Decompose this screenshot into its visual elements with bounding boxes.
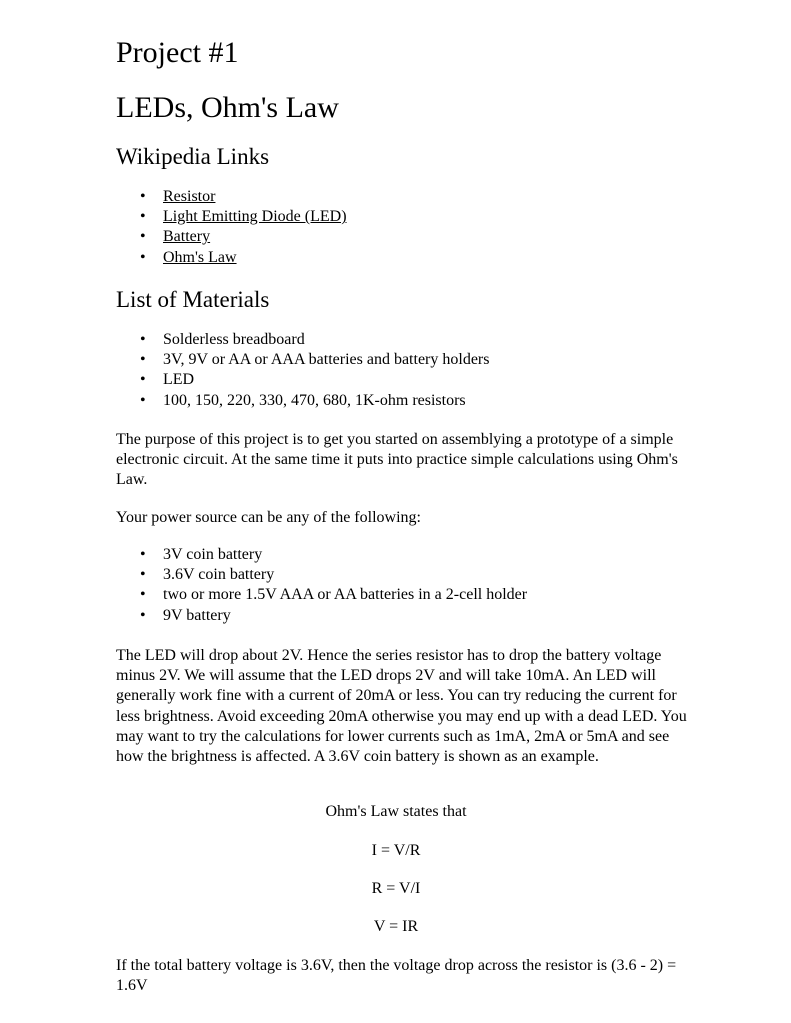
ohms-law-intro: Ohm's Law states that bbox=[325, 803, 467, 820]
bullet-icon: • bbox=[140, 566, 146, 584]
page-title: Project #1 bbox=[116, 36, 239, 69]
link-ohms-law[interactable]: Ohm's Law bbox=[163, 248, 237, 266]
bullet-icon: • bbox=[140, 331, 146, 348]
bullet-icon: • bbox=[140, 188, 146, 205]
list-item bbox=[116, 350, 489, 370]
power-aa-cells: two or more 1.5V AAA or AA batteries in a 2-cell holder bbox=[163, 586, 528, 604]
materials-list bbox=[116, 330, 489, 411]
bullet-icon: • bbox=[140, 351, 146, 369]
list-item bbox=[116, 545, 527, 565]
list-item bbox=[116, 585, 527, 605]
list-item bbox=[116, 606, 527, 626]
material-led: LED bbox=[163, 371, 195, 389]
material-batteries: 3V, 9V or AA or AAA batteries and battery holders bbox=[163, 351, 490, 369]
list-item bbox=[116, 370, 489, 390]
material-resistors: 100, 150, 220, 330, 470, 680, 1K-ohm resistors bbox=[163, 391, 466, 409]
wikipedia-links-heading: Wikipedia Links bbox=[116, 144, 270, 169]
bullet-icon: • bbox=[140, 391, 146, 409]
list-item bbox=[116, 330, 489, 350]
purpose-paragraph: The purpose of this project is to get you started on assemblying a prototype of a simple electronic circuit. At the same time it puts into practice simple calculations using Ohm's Law. bbox=[116, 431, 678, 489]
power-9v: 9V battery bbox=[163, 606, 231, 624]
link-resistor[interactable]: Resistor bbox=[163, 188, 216, 205]
list-item bbox=[116, 227, 347, 247]
material-breadboard: Solderless breadboard bbox=[163, 331, 305, 348]
formula-current: I = V/R bbox=[371, 842, 421, 859]
link-battery[interactable]: Battery bbox=[163, 228, 211, 246]
page-subtitle: LEDs, Ohm's Law bbox=[116, 91, 339, 124]
list-item bbox=[116, 248, 347, 268]
power-source-list bbox=[116, 545, 527, 626]
list-item bbox=[116, 207, 347, 227]
power-3-6v-coin: 3.6V coin battery bbox=[163, 566, 275, 584]
materials-heading: List of Materials bbox=[116, 287, 270, 312]
led-paragraph: The LED will drop about 2V. Hence the series resistor has to drop the battery voltage minus 2V. We will assume that the LED drops 2V and will take 10mA. An LED will generally work fine with a current of 20mA or less. You can try reducing the current for less brightness. Avoid exceeding 20mA otherwise you may end up with a dead LED. You may want to try the calculations for lower currents such as 1mA, 2mA or 5mA and see how the brightness is affected. A 3.6V coin battery is shown as an example. bbox=[116, 647, 687, 766]
bullet-icon: • bbox=[140, 371, 146, 389]
power-intro-paragraph: Your power source can be any of the following: bbox=[116, 509, 421, 526]
bullet-icon: • bbox=[140, 606, 146, 624]
power-3v-coin: 3V coin battery bbox=[163, 546, 263, 563]
formula-resistance: R = V/I bbox=[371, 880, 421, 897]
link-led[interactable]: Light Emitting Diode (LED) bbox=[163, 208, 347, 226]
bullet-icon: • bbox=[140, 208, 146, 226]
list-item bbox=[116, 187, 347, 207]
list-item bbox=[116, 391, 489, 411]
bullet-icon: • bbox=[140, 228, 146, 246]
total-voltage-paragraph: If the total battery voltage is 3.6V, then the voltage drop across the resistor is (3.6 - 2) = 1.6V bbox=[116, 957, 677, 995]
bullet-icon: • bbox=[140, 546, 146, 563]
list-item bbox=[116, 565, 527, 585]
bullet-icon: • bbox=[140, 586, 146, 604]
formula-voltage: V = IR bbox=[373, 918, 419, 935]
wikipedia-links-list bbox=[116, 187, 347, 268]
bullet-icon: • bbox=[140, 248, 146, 266]
